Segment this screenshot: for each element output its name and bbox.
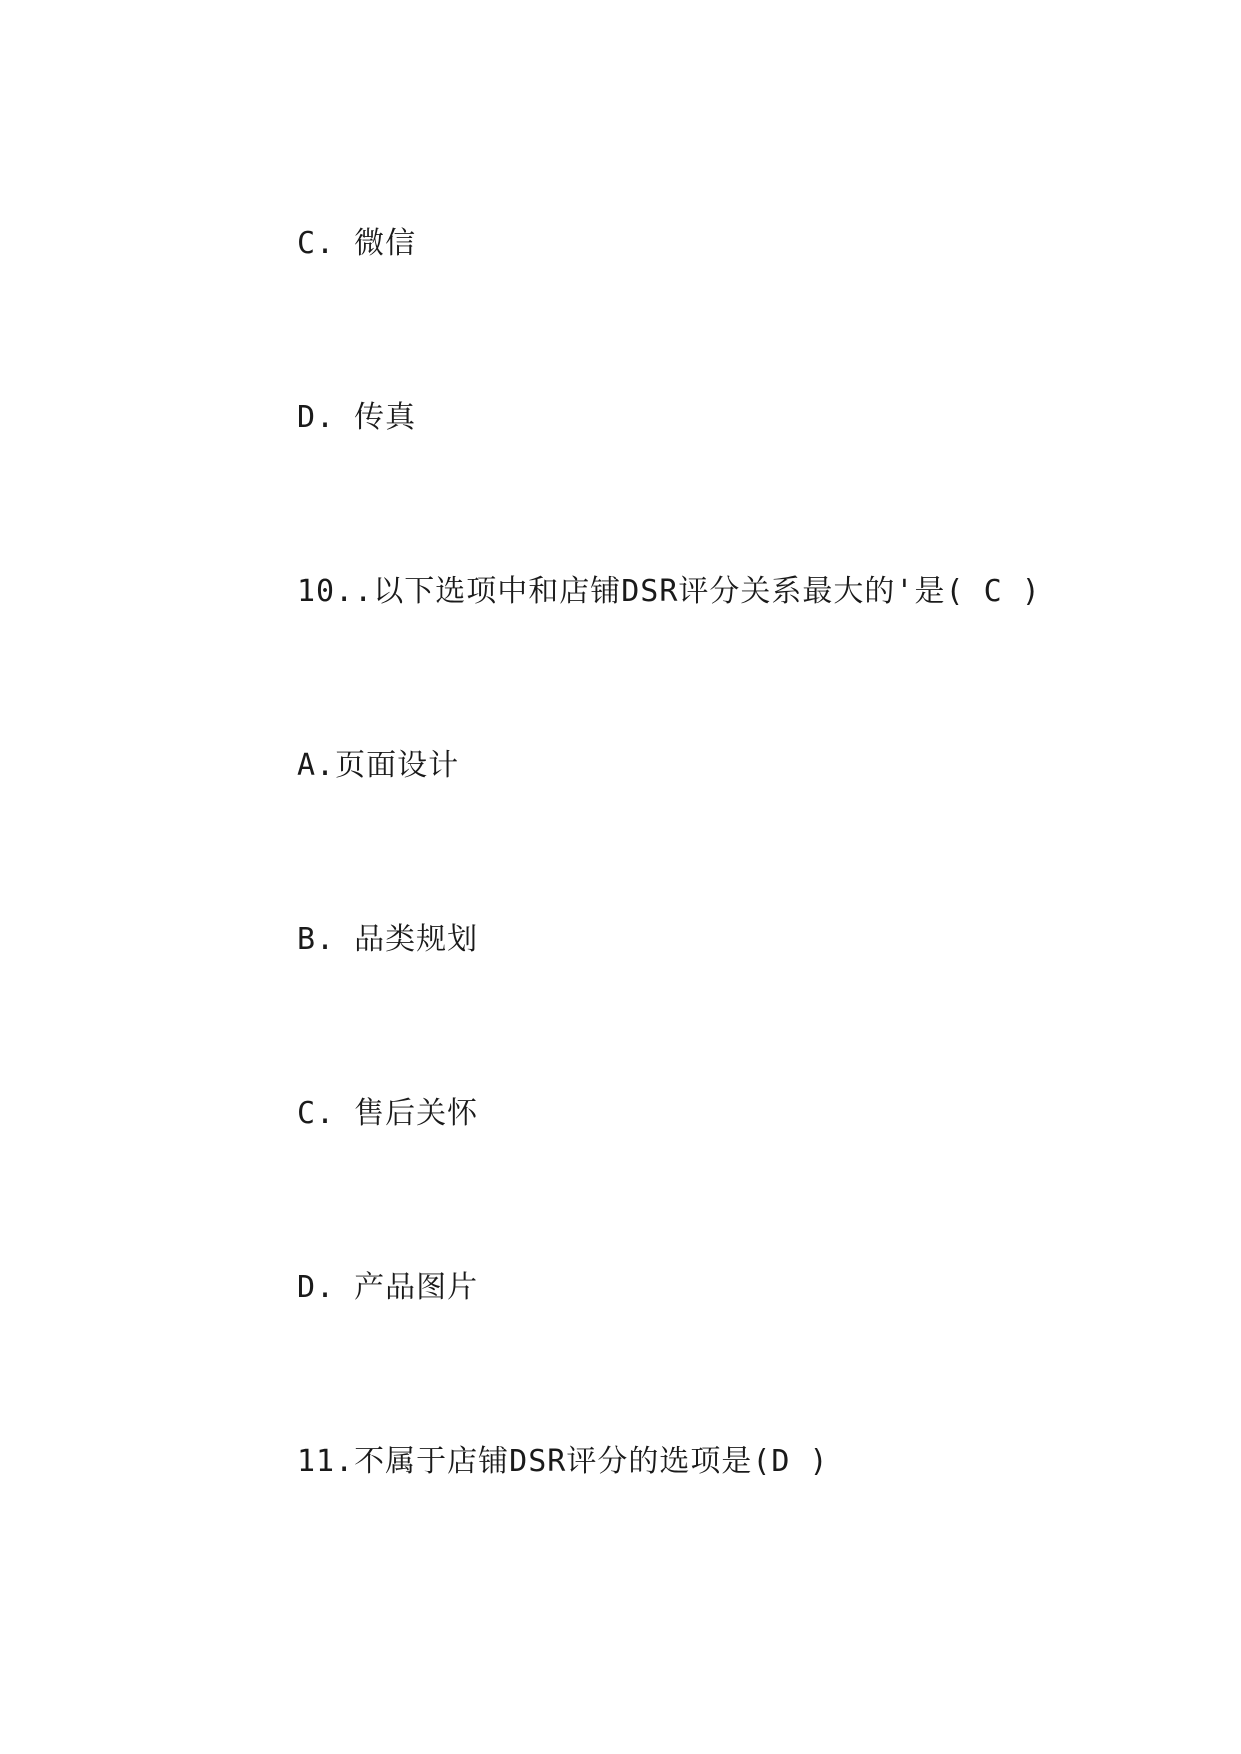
option-a-page-design: A.页面设计 <box>297 748 460 783</box>
option-d-fax: D. 传真 <box>297 400 417 435</box>
question-11: 11.不属于店铺DSR评分的选项是(D ) <box>297 1444 829 1479</box>
question-10: 10..以下选项中和店铺DSR评分关系最大的'是( C ) <box>297 574 1041 609</box>
option-b-category-planning: B. 品类规划 <box>297 922 479 957</box>
option-d-product-images: D. 产品图片 <box>297 1270 479 1305</box>
option-c-wechat: C. 微信 <box>297 226 417 261</box>
option-c-after-sales-care: C. 售后关怀 <box>297 1096 479 1131</box>
